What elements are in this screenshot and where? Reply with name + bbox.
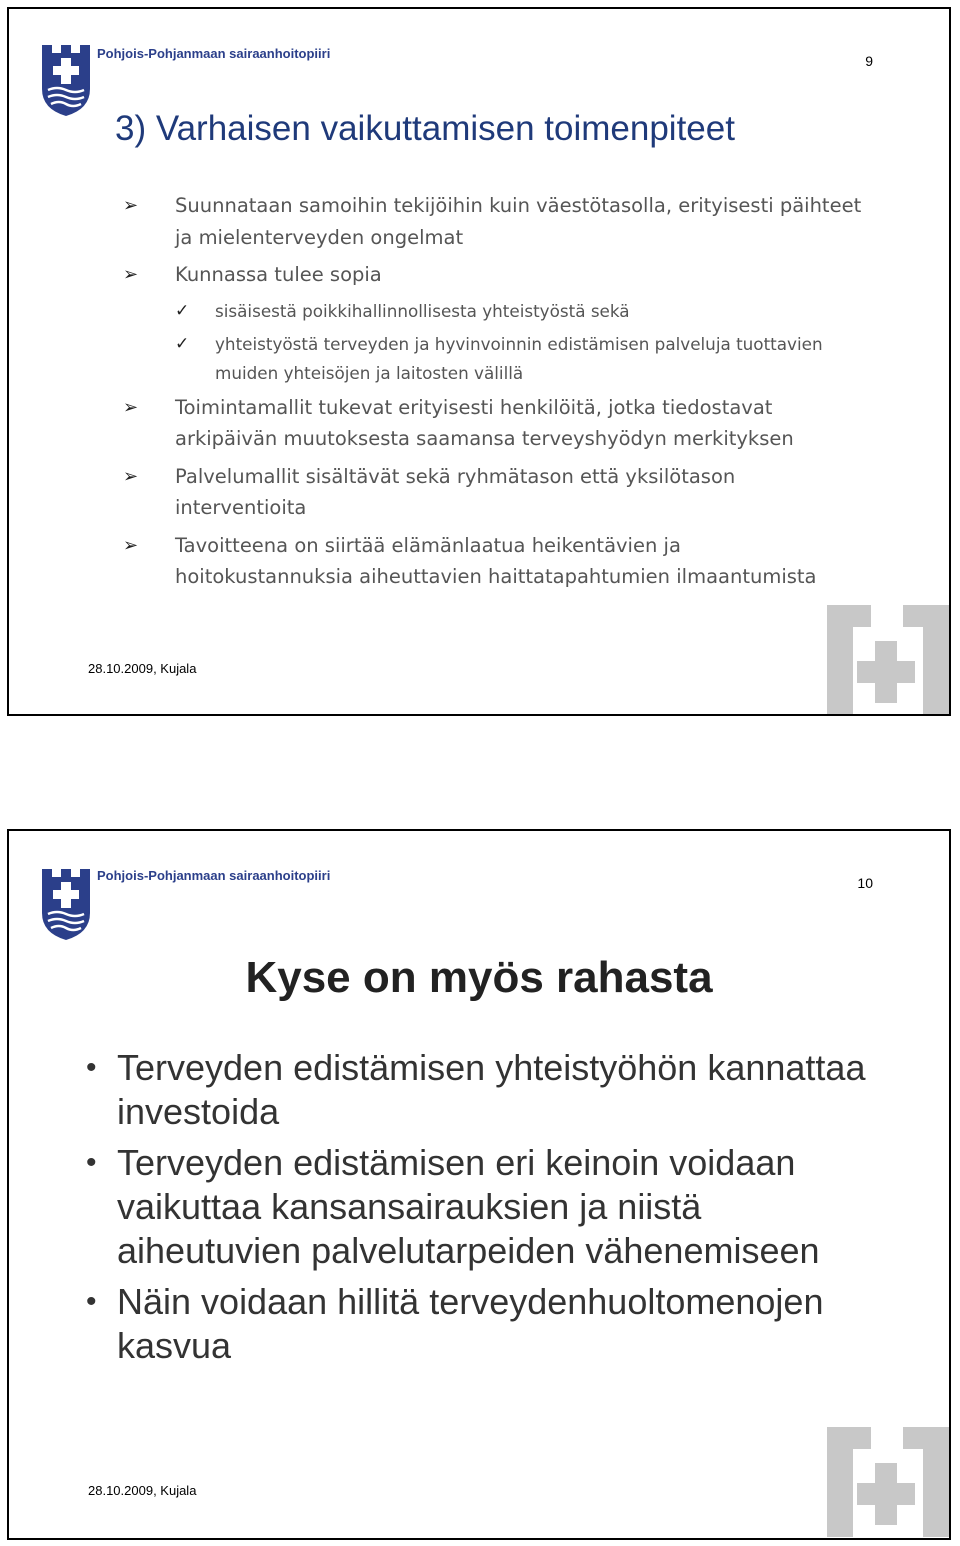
list-item bbox=[79, 1046, 879, 1134]
cross-watermark-icon bbox=[819, 597, 949, 716]
page-number: 9 bbox=[865, 53, 873, 69]
arrow-bullet-icon: ➢ bbox=[123, 534, 139, 556]
slide-footer: 28.10.2009, Kujala bbox=[88, 661, 197, 676]
list-item bbox=[123, 190, 863, 253]
list-item bbox=[123, 392, 863, 455]
slide-title: 3) Varhaisen vaikuttamisen toimenpiteet bbox=[115, 109, 735, 148]
arrow-bullet-icon: ➢ bbox=[123, 264, 139, 285]
check-bullet-icon: ✓ bbox=[175, 300, 190, 321]
slide-9 bbox=[7, 7, 951, 716]
slide-title: Kyse on myös rahasta bbox=[245, 953, 713, 1002]
page-number: 10 bbox=[857, 875, 873, 891]
bullet-list bbox=[79, 1046, 879, 1375]
list-item-text: Näin voidaan hillitä terveydenhuoltomenojen kasvua bbox=[117, 1281, 824, 1366]
list-item-text: Suunnataan samoihin tekijöihin kuin väestötasolla, erityisesti päihteet ja mielenterveyden ongelmat bbox=[175, 194, 862, 249]
list-item bbox=[123, 530, 863, 593]
arrow-bullet-icon: ➢ bbox=[123, 195, 139, 216]
list-item-text: Tavoitteena on siirtää elämänlaatua heikentävien ja hoitokustannuksia aiheuttavien haittatapahtumien ilmaantumista bbox=[175, 533, 817, 588]
bullet-dot-icon: • bbox=[86, 1051, 97, 1084]
organization-name: Pohjois-Pohjanmaan sairaanhoitopiiri bbox=[97, 868, 331, 883]
list-item bbox=[123, 259, 863, 291]
list-item-text: Palvelumallit sisältävät sekä ryhmätason että yksilötason interventioita bbox=[175, 464, 736, 519]
list-item bbox=[79, 1141, 879, 1273]
cross-watermark-icon bbox=[819, 1419, 949, 1539]
list-item-text: Toimintamallit tukevat erityisesti henkilöitä, jotka tiedostavat arkipäivän muutoksesta saamansa terveyshyödyn merkityksen bbox=[175, 395, 794, 450]
list-item-text: Terveyden edistämisen yhteistyöhön kannattaa investoida bbox=[117, 1047, 866, 1132]
list-item bbox=[123, 461, 863, 524]
list-item-text: sisäisestä poikkihallinnollisesta yhteistyöstä sekä bbox=[215, 300, 630, 321]
arrow-bullet-icon: ➢ bbox=[123, 465, 139, 487]
check-bullet-icon: ✓ bbox=[175, 333, 190, 354]
slide-footer: 28.10.2009, Kujala bbox=[88, 1483, 197, 1498]
coat-of-arms-icon bbox=[39, 45, 93, 117]
coat-of-arms-icon bbox=[39, 869, 93, 941]
bullet-list bbox=[123, 190, 863, 599]
arrow-bullet-icon: ➢ bbox=[123, 396, 139, 418]
list-item bbox=[79, 1280, 879, 1368]
sub-list-item bbox=[123, 297, 863, 326]
list-item-text: yhteistyöstä terveyden ja hyvinvoinnin edistämisen palveluja tuottavien muiden yhteisöjen ja laitosten välillä bbox=[215, 333, 823, 383]
list-item-text: Kunnassa tulee sopia bbox=[175, 263, 382, 286]
slide-10 bbox=[7, 829, 951, 1540]
organization-name: Pohjois-Pohjanmaan sairaanhoitopiiri bbox=[97, 46, 331, 61]
bullet-dot-icon: • bbox=[86, 1285, 97, 1318]
bullet-dot-icon: • bbox=[86, 1146, 97, 1179]
list-item-text: Terveyden edistämisen eri keinoin voidaan vaikuttaa kansansairauksien ja niistä aiheutuvien palvelutarpeiden vähenemiseen bbox=[117, 1142, 820, 1271]
sub-list-item bbox=[123, 330, 863, 388]
